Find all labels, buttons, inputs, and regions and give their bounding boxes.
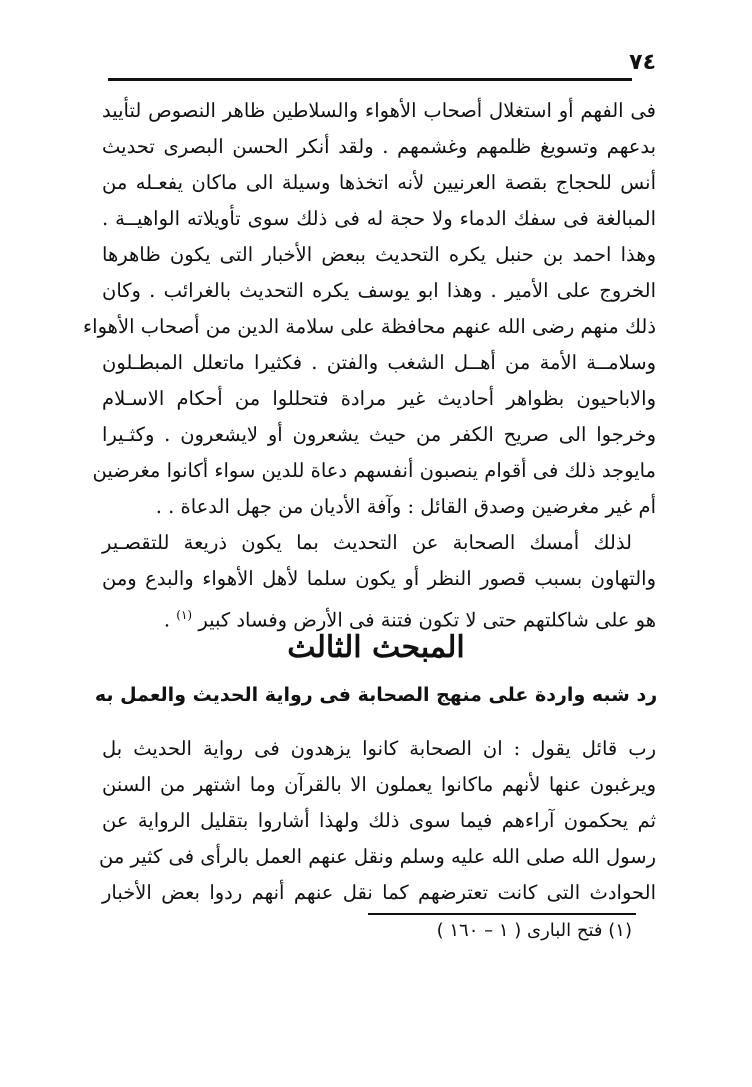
section-subtitle: رد شبه واردة على منهج الصحابة فى رواية الحديث والعمل به	[94, 684, 658, 706]
text-line: رب قائل يقول : ان الصحابة كانوا يزهدون فى رواية الحديث بل	[102, 737, 656, 760]
text-line: مايوجد ذلك فى أقوام ينصبون أنفسهم دعاة للدين سواء أكانوا مغرضين	[92, 459, 656, 482]
text-line: والتهاون بسبب قصور النظر أو يكون سلما لأهل الأهواء والبدع ومن	[102, 567, 656, 590]
section-title: المبحث الثالث	[287, 630, 465, 665]
footnote: (١) فتح البارى ( ١ – ١٦٠ )	[436, 920, 632, 941]
text-line: والاباحيون بظواهر أحاديث غير مرادة فتحللوا من أحكام الاسـلام	[102, 387, 656, 410]
text-line: فى الفهم أو استغلال أصحاب الأهواء والسلاطين ظاهر النصوص لتأييد	[102, 99, 656, 122]
text-line: ذلك منهم رضى الله عنهم محافظة على سلامة الدين من أصحاب الأهواء	[83, 315, 656, 338]
final-period: .	[163, 608, 171, 632]
text-line: ثم يحكمون آراءهم فيما سوى ذلك ولهذا أشاروا بتقليل الرواية عن	[102, 809, 656, 832]
footnote-rule	[368, 913, 636, 915]
text-line: أنس للحجاج بقصة العرنيين لأنه اتخذها وسيلة الى ماكان يفعـله من	[102, 171, 656, 194]
text-line: أم غير مغرضين وصدق القائل : وآفة الأديان من جهل الدعاة . .	[155, 495, 656, 518]
text-line: رسول الله صلى الله عليه وسلم ونقل عنهم العمل بالرأى فى كثير من	[99, 845, 656, 868]
header-rule	[108, 78, 632, 81]
text-line: وخرجوا الى صريح الكفر من حيث يشعرون أو لايشعرون . وكثـيرا	[102, 423, 656, 446]
text-line: وهذا احمد بن حنبل يكره التحديث ببعض الأخبار التى يكون ظاهرها	[102, 243, 656, 266]
text-line: لذلك أمسك الصحابة عن التحديث بما يكون ذريعة للتقصـير	[102, 531, 632, 554]
text-line-content: هو على شاكلتهم حتى لا تكون فتنة فى الأرض وفساد كبير	[198, 608, 656, 632]
text-line: بدعهم وتسويغ ظلمهم وغشمهم . ولقد أنكر الحسن البصرى تحديث	[102, 135, 656, 158]
page-number: ٧٤	[629, 50, 656, 75]
text-line: الخروج على الأمير . وهذا ابو يوسف يكره التحديث بالغرائب . وكان	[102, 279, 656, 302]
text-line: ويرغبون عنها لأنهم ماكانوا يعملون الا بالقرآن وما اشتهر من السنن	[102, 773, 656, 796]
text-line: وسلامــة الأمة من أهــل الشغب والفتن . فكثيرا ماتعلل المبطـلون	[102, 351, 656, 374]
footnote-marker: (١)	[176, 608, 193, 622]
text-line: الحوادث التى كانت تعترضهم كما نقل عنهم أنهم ردوا بعض الأخبار	[102, 881, 656, 904]
text-line: المبالغة فى سفك الدماء ولا حجة له فى ذلك سوى تأويلاته الواهيــة .	[102, 207, 656, 230]
